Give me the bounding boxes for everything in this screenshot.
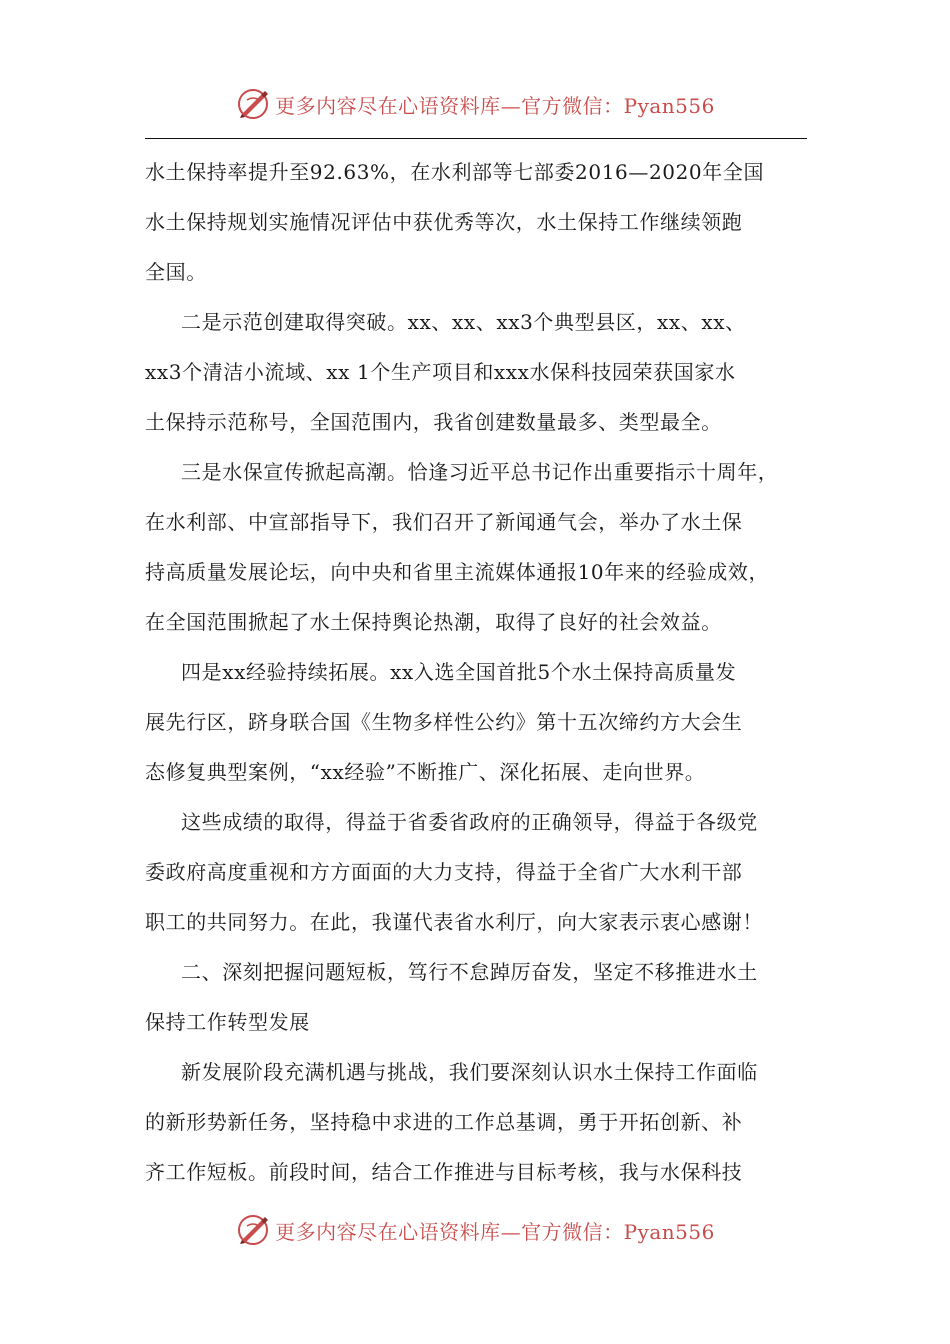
header-banner bbox=[235, 86, 715, 122]
text-line: 态修复典型案例，“xx经验”不断推广、深化拓展、走向世界。 bbox=[145, 760, 706, 784]
text-line: 委政府高度重视和方方面面的大力支持，得益于全省广大水利干部 bbox=[145, 860, 743, 884]
text-line: 持高质量发展论坛，向中央和省里主流媒体通报10年来的经验成效， bbox=[145, 560, 770, 584]
footer-banner bbox=[235, 1212, 715, 1248]
text-line: 展先行区，跻身联合国《生物多样性公约》第十五次缔约方大会生 bbox=[145, 710, 743, 734]
text-line: 土保持示范称号，全国范围内，我省创建数量最多、类型最全。 bbox=[145, 410, 722, 434]
text-line: 的新形势新任务，坚持稳中求进的工作总基调，勇于开拓创新、补 bbox=[145, 1110, 743, 1134]
text-line: 四是xx经验持续拓展。xx入选全国首批5个水土保持高质量发 bbox=[181, 660, 737, 684]
text-line: 职工的共同努力。在此，我谨代表省水利厅，向大家表示衷心感谢！ bbox=[145, 910, 763, 934]
text-line: 二是示范创建取得突破。xx、xx、xx3个典型县区，xx、xx、 bbox=[181, 310, 746, 334]
text-line: 三是水保宣传掀起高潮。恰逢习近平总书记作出重要指示十周年， bbox=[181, 460, 779, 484]
text-line: 全国。 bbox=[145, 260, 207, 284]
text-line: 在水利部、中宣部指导下，我们召开了新闻通气会，举办了水土保 bbox=[145, 510, 743, 534]
pen-logo-icon bbox=[235, 86, 271, 122]
text-line: 这些成绩的取得，得益于省委省政府的正确领导，得益于各级党 bbox=[181, 810, 758, 834]
pen-logo-icon bbox=[235, 1212, 271, 1248]
text-line: xx3个清洁小流域、xx 1个生产项目和xxx水保科技园荣获国家水 bbox=[145, 360, 736, 384]
text-line: 水土保持规划实施情况评估中获优秀等次，水土保持工作继续领跑 bbox=[145, 210, 743, 234]
text-line: 保持工作转型发展 bbox=[145, 1010, 310, 1034]
header-banner-text: 更多内容尽在心语资料库—官方微信：Pyan556 bbox=[275, 93, 715, 118]
document-body bbox=[145, 147, 815, 1197]
text-line: 在全国范围掀起了水土保持舆论热潮，取得了良好的社会效益。 bbox=[145, 610, 722, 634]
text-line: 水土保持率提升至92.63%，在水利部等七部委2016—2020年全国 bbox=[145, 160, 765, 184]
page-footer bbox=[0, 1208, 950, 1252]
text-line: 二、深刻把握问题短板，笃行不怠踔厉奋发，坚定不移推进水土 bbox=[181, 960, 758, 984]
header-divider bbox=[145, 138, 807, 139]
page-header bbox=[0, 82, 950, 126]
footer-banner-text: 更多内容尽在心语资料库—官方微信：Pyan556 bbox=[275, 1219, 715, 1244]
text-line: 齐工作短板。前段时间，结合工作推进与目标考核，我与水保科技 bbox=[145, 1160, 743, 1184]
text-line: 新发展阶段充满机遇与挑战，我们要深刻认识水土保持工作面临 bbox=[181, 1060, 758, 1084]
